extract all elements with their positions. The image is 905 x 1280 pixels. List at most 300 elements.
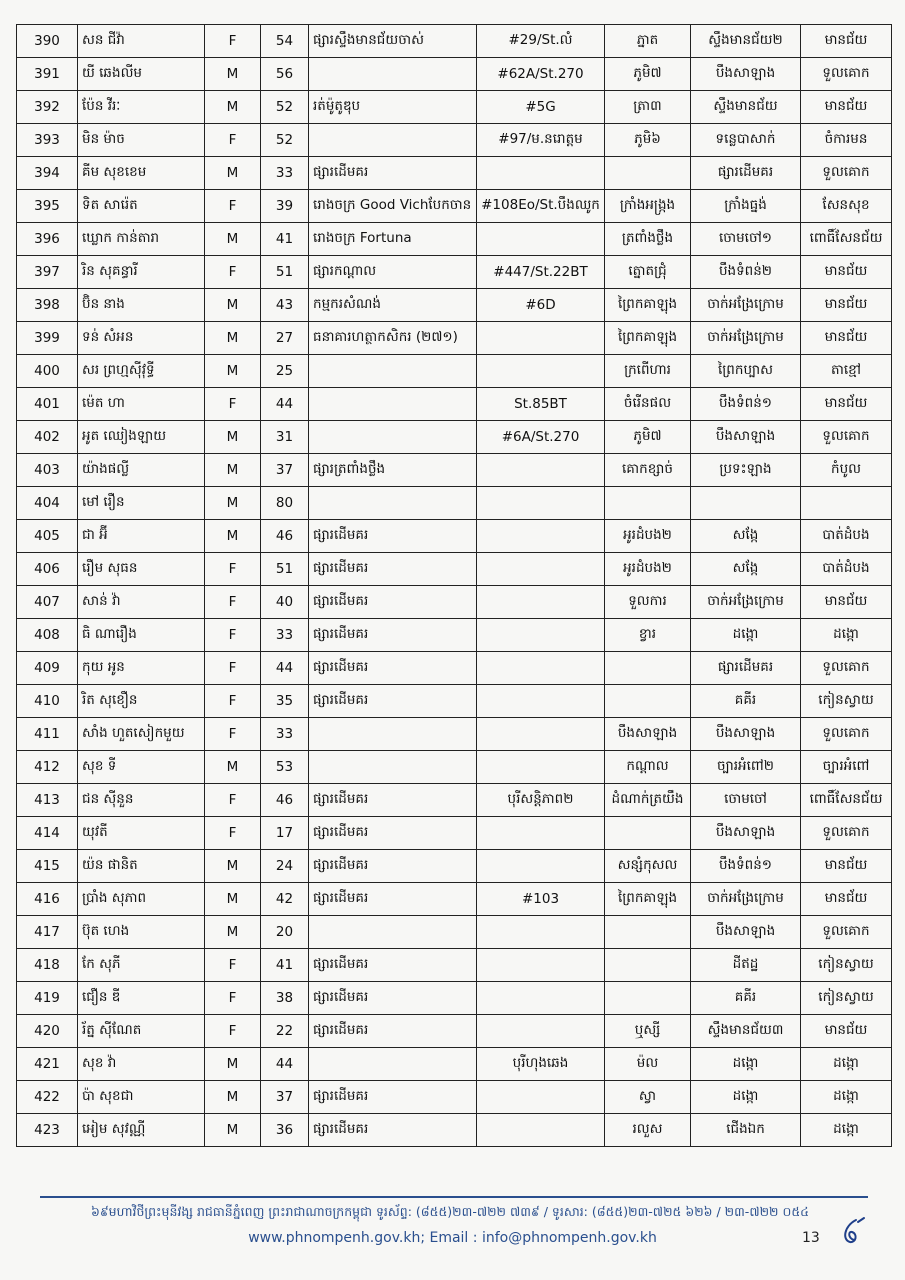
table-body — [17, 25, 892, 1147]
sex-cell: M — [205, 58, 261, 91]
name-cell: សាន់ វ៉ា — [78, 586, 205, 619]
age-cell: 37 — [261, 1081, 309, 1114]
row-number: 417 — [17, 916, 78, 949]
workplace-cell — [309, 124, 477, 157]
khan-cell: ទួលគោក — [801, 157, 892, 190]
village-cell — [605, 982, 691, 1015]
house-number-cell — [477, 1081, 605, 1114]
sangkat-cell: ប្រទះឡាង — [691, 454, 801, 487]
table-row — [17, 619, 892, 652]
table-row — [17, 916, 892, 949]
sex-cell: M — [205, 157, 261, 190]
village-cell: កណ្តាល — [605, 751, 691, 784]
row-number: 391 — [17, 58, 78, 91]
workplace-cell: ផ្សារដើមគរ — [309, 949, 477, 982]
house-number-cell: St.85BT — [477, 388, 605, 421]
house-number-cell: #6A/St.270 — [477, 421, 605, 454]
sex-cell: M — [205, 520, 261, 553]
sangkat-cell: បឹងទំពន់១ — [691, 388, 801, 421]
khan-cell: កៀនស្វាយ — [801, 949, 892, 982]
table-row — [17, 1114, 892, 1147]
house-number-cell: #97/ម.នរោត្តម — [477, 124, 605, 157]
workplace-cell — [309, 388, 477, 421]
village-cell — [605, 685, 691, 718]
house-number-cell — [477, 1015, 605, 1048]
table-row — [17, 982, 892, 1015]
workplace-cell: រត់ម៉ូតូឌុប — [309, 91, 477, 124]
row-number: 409 — [17, 652, 78, 685]
name-cell: សាំង ហួតសៀកមួយ — [78, 718, 205, 751]
sex-cell: F — [205, 586, 261, 619]
khan-cell: មានជ័យ — [801, 1015, 892, 1048]
workplace-cell: ផ្សារដើមគរ — [309, 883, 477, 916]
village-cell: ត្នោតជ្រុំ — [605, 256, 691, 289]
age-cell: 20 — [261, 916, 309, 949]
workplace-cell: កម្មករសំណង់ — [309, 289, 477, 322]
name-cell: ប៊ុត ហេង — [78, 916, 205, 949]
house-number-cell: #103 — [477, 883, 605, 916]
age-cell: 42 — [261, 883, 309, 916]
house-number-cell: #108Eo/St.បឹងឈូក — [477, 190, 605, 223]
table-row — [17, 157, 892, 190]
name-cell: អៀម សុវណ្ណី — [78, 1114, 205, 1147]
khan-cell: មានជ័យ — [801, 25, 892, 58]
workplace-cell: ផ្សារដើមគរ — [309, 652, 477, 685]
khan-cell: ដង្កោ — [801, 619, 892, 652]
age-cell: 41 — [261, 223, 309, 256]
name-cell: រឿម សុធន — [78, 553, 205, 586]
table-row — [17, 685, 892, 718]
village-cell: ក្រាំងអង្រ្កង — [605, 190, 691, 223]
village-cell: ត្រពាំងថ្លឹង — [605, 223, 691, 256]
table-row — [17, 1048, 892, 1081]
house-number-cell — [477, 949, 605, 982]
sangkat-cell: ចាក់អង្រែក្រោម — [691, 289, 801, 322]
village-cell: បឹងសាឡាង — [605, 718, 691, 751]
workplace-cell — [309, 58, 477, 91]
name-cell: សុខ ទី — [78, 751, 205, 784]
house-number-cell: #29/St.លំ — [477, 25, 605, 58]
khan-cell: សែនសុខ — [801, 190, 892, 223]
house-number-cell — [477, 751, 605, 784]
house-number-cell — [477, 586, 605, 619]
age-cell: 37 — [261, 454, 309, 487]
row-number: 421 — [17, 1048, 78, 1081]
row-number: 405 — [17, 520, 78, 553]
sangkat-cell: ផ្សារដើមគរ — [691, 157, 801, 190]
row-number: 397 — [17, 256, 78, 289]
name-cell: ម៉េត ហា — [78, 388, 205, 421]
name-cell: ជឿន ឌី — [78, 982, 205, 1015]
house-number-cell — [477, 619, 605, 652]
khan-cell: ទួលគោក — [801, 421, 892, 454]
page-number: 13 — [802, 1230, 820, 1246]
row-number: 396 — [17, 223, 78, 256]
village-cell: ស្វា — [605, 1081, 691, 1114]
footer-divider — [40, 1196, 868, 1198]
age-cell: 33 — [261, 619, 309, 652]
sex-cell: F — [205, 652, 261, 685]
village-cell — [605, 916, 691, 949]
sex-cell: F — [205, 982, 261, 1015]
workplace-cell: ធនាគារហត្ថាកសិករ (២៧១) — [309, 322, 477, 355]
sex-cell: F — [205, 685, 261, 718]
workplace-cell: ផ្សារដើមគរ — [309, 685, 477, 718]
sangkat-cell: ស្ទឹងមានជ័យ២ — [691, 25, 801, 58]
sex-cell: F — [205, 718, 261, 751]
village-cell — [605, 949, 691, 982]
name-cell: យ៉ន ផានិត — [78, 850, 205, 883]
sangkat-cell — [691, 487, 801, 520]
khan-cell: ទួលគោក — [801, 718, 892, 751]
row-number: 420 — [17, 1015, 78, 1048]
name-cell: ទិត សារ៉េត — [78, 190, 205, 223]
village-cell: ខ្វារ — [605, 619, 691, 652]
table-row — [17, 322, 892, 355]
workplace-cell: ផ្សារដើមគរ — [309, 553, 477, 586]
house-number-cell — [477, 454, 605, 487]
sangkat-cell: ចាក់អង្រែក្រោម — [691, 322, 801, 355]
village-cell: ទួលការ — [605, 586, 691, 619]
sangkat-cell: ស្ទឹងមានជ័យ — [691, 91, 801, 124]
khan-cell: ទួលគោក — [801, 652, 892, 685]
khan-cell: តាខ្មៅ — [801, 355, 892, 388]
sex-cell: F — [205, 25, 261, 58]
table-row — [17, 784, 892, 817]
village-cell: រលួស — [605, 1114, 691, 1147]
workplace-cell: ផ្សារដើមគរ — [309, 619, 477, 652]
sangkat-cell: បឹងសាឡាង — [691, 916, 801, 949]
row-number: 422 — [17, 1081, 78, 1114]
row-number: 411 — [17, 718, 78, 751]
workplace-cell — [309, 751, 477, 784]
table-row — [17, 355, 892, 388]
workplace-cell — [309, 1048, 477, 1081]
sangkat-cell: ដង្កោ — [691, 1081, 801, 1114]
name-cell: រ័ត្ន ស៊ីណែត — [78, 1015, 205, 1048]
table-row — [17, 388, 892, 421]
age-cell: 43 — [261, 289, 309, 322]
sangkat-cell: សង្កែ — [691, 520, 801, 553]
village-cell: ដំណាក់ត្រយឹង — [605, 784, 691, 817]
workplace-cell: ផ្សារដើមគរ — [309, 784, 477, 817]
sangkat-cell: គគីរ — [691, 685, 801, 718]
khan-cell: មានជ័យ — [801, 586, 892, 619]
sex-cell: M — [205, 850, 261, 883]
name-cell: ប៊ិន នាង — [78, 289, 205, 322]
age-cell: 44 — [261, 388, 309, 421]
sex-cell: M — [205, 91, 261, 124]
khan-cell: បាត់ដំបង — [801, 520, 892, 553]
workplace-cell: ផ្សារដើមគរ — [309, 1015, 477, 1048]
age-cell: 46 — [261, 520, 309, 553]
row-number: 412 — [17, 751, 78, 784]
name-cell: ប៉ា សុខជា — [78, 1081, 205, 1114]
footer-contact: www.phnompenh.gov.kh; Email : info@phnompenh.gov.kh — [248, 1230, 657, 1246]
village-cell — [605, 157, 691, 190]
table-row — [17, 553, 892, 586]
village-cell: សន្សំកុសល — [605, 850, 691, 883]
row-number: 395 — [17, 190, 78, 223]
sex-cell: M — [205, 355, 261, 388]
age-cell: 44 — [261, 652, 309, 685]
house-number-cell — [477, 685, 605, 718]
name-cell: សុខ វ៉ា — [78, 1048, 205, 1081]
sex-cell: M — [205, 454, 261, 487]
age-cell: 36 — [261, 1114, 309, 1147]
age-cell: 52 — [261, 124, 309, 157]
row-number: 414 — [17, 817, 78, 850]
table-row — [17, 1081, 892, 1114]
age-cell: 38 — [261, 982, 309, 1015]
house-number-cell — [477, 982, 605, 1015]
sex-cell: F — [205, 949, 261, 982]
sex-cell: F — [205, 190, 261, 223]
house-number-cell: #447/St.22BT — [477, 256, 605, 289]
table-row — [17, 421, 892, 454]
sangkat-cell: ស្ទឹងមានជ័យ៣ — [691, 1015, 801, 1048]
sangkat-cell: សង្កែ — [691, 553, 801, 586]
age-cell: 27 — [261, 322, 309, 355]
page-footer — [0, 1190, 905, 1270]
workplace-cell — [309, 718, 477, 751]
name-cell: រិន សុគន្ធារី — [78, 256, 205, 289]
khan-cell: ពោធិ៍សែនជ័យ — [801, 223, 892, 256]
sangkat-cell: ដីឥដ្ឋ — [691, 949, 801, 982]
workplace-cell: ផ្សារដើមគរ — [309, 817, 477, 850]
sex-cell: M — [205, 1114, 261, 1147]
sex-cell: M — [205, 322, 261, 355]
sangkat-cell: បឹងទំពន់២ — [691, 256, 801, 289]
khan-cell: ដង្កោ — [801, 1114, 892, 1147]
name-cell: យី ឆេងលីម — [78, 58, 205, 91]
row-number: 416 — [17, 883, 78, 916]
name-cell: ជន ស៊ីនួន — [78, 784, 205, 817]
row-number: 418 — [17, 949, 78, 982]
workplace-cell — [309, 487, 477, 520]
house-number-cell — [477, 916, 605, 949]
age-cell: 51 — [261, 553, 309, 586]
age-cell: 41 — [261, 949, 309, 982]
age-cell: 54 — [261, 25, 309, 58]
sangkat-cell: បឹងសាឡាង — [691, 58, 801, 91]
row-number: 401 — [17, 388, 78, 421]
workplace-cell: ផ្សារដើមគរ — [309, 850, 477, 883]
house-number-cell: #62A/St.270 — [477, 58, 605, 91]
sex-cell: M — [205, 289, 261, 322]
name-cell: មិន ម៉ាច — [78, 124, 205, 157]
sex-cell: F — [205, 1015, 261, 1048]
row-number: 402 — [17, 421, 78, 454]
house-number-cell — [477, 850, 605, 883]
age-cell: 46 — [261, 784, 309, 817]
sangkat-cell: គគីរ — [691, 982, 801, 1015]
workplace-cell — [309, 916, 477, 949]
workplace-cell: ផ្សារដើមគរ — [309, 586, 477, 619]
register-table — [16, 24, 892, 1147]
name-cell: ឃ្លោក កាន់តារា — [78, 223, 205, 256]
sangkat-cell: ដង្កោ — [691, 619, 801, 652]
sangkat-cell: ចោមចៅ១ — [691, 223, 801, 256]
village-cell: អូរដំបង២ — [605, 520, 691, 553]
house-number-cell — [477, 817, 605, 850]
table-row — [17, 652, 892, 685]
house-number-cell — [477, 223, 605, 256]
name-cell: ជា អ៊ី — [78, 520, 205, 553]
table-row — [17, 487, 892, 520]
table-row — [17, 949, 892, 982]
age-cell: 51 — [261, 256, 309, 289]
sangkat-cell: ដង្កោ — [691, 1048, 801, 1081]
sex-cell: M — [205, 421, 261, 454]
row-number: 408 — [17, 619, 78, 652]
sangkat-cell: ច្បារអំពៅ២ — [691, 751, 801, 784]
age-cell: 39 — [261, 190, 309, 223]
house-number-cell: បុរីសន្តិភាព២ — [477, 784, 605, 817]
name-cell: ប្រាំង សុភាព — [78, 883, 205, 916]
sex-cell: F — [205, 784, 261, 817]
table-row — [17, 850, 892, 883]
khan-cell: កៀនស្វាយ — [801, 685, 892, 718]
workplace-cell: ផ្សារស្ទឹងមានជ័យចាស់ — [309, 25, 477, 58]
sangkat-cell: ផ្សារដើមគរ — [691, 652, 801, 685]
sangkat-cell: ចាក់អង្រែក្រោម — [691, 883, 801, 916]
workplace-cell: រោងចក្រ Good Vichបែកចាន — [309, 190, 477, 223]
sex-cell: F — [205, 817, 261, 850]
khan-cell: ដង្កោ — [801, 1081, 892, 1114]
age-cell: 56 — [261, 58, 309, 91]
table-row — [17, 718, 892, 751]
village-cell — [605, 652, 691, 685]
row-number: 415 — [17, 850, 78, 883]
footer-address: ៦៩មហាវិថីព្រះមុនីវង្ស រាជធានីភ្នំពេញ ព្រះរាជាណាចក្រកម្ពុជា ទូរស័ព្ទ: (៨៥៥)២៣-៧២២ ៧៣៩ / ទូរសារ: (៨៥៥)២៣-៧២៥ ៦២៦ / ២៣-៧២២ ០៥៤ — [90, 1204, 810, 1219]
name-cell: សន ជីវ៉ា — [78, 25, 205, 58]
row-number: 392 — [17, 91, 78, 124]
village-cell: ឬស្សី — [605, 1015, 691, 1048]
khan-cell: មានជ័យ — [801, 256, 892, 289]
age-cell: 33 — [261, 157, 309, 190]
age-cell: 52 — [261, 91, 309, 124]
workplace-cell: រោងចក្រ Fortuna — [309, 223, 477, 256]
sex-cell: M — [205, 1048, 261, 1081]
row-number: 400 — [17, 355, 78, 388]
house-number-cell — [477, 652, 605, 685]
village-cell: ភូមិ៧ — [605, 421, 691, 454]
khan-cell: បាត់ដំបង — [801, 553, 892, 586]
table-row — [17, 223, 892, 256]
row-number: 404 — [17, 487, 78, 520]
khan-cell: ពោធិ៍សែនជ័យ — [801, 784, 892, 817]
village-cell: ព្រៃកគាឡុង — [605, 322, 691, 355]
sex-cell: F — [205, 619, 261, 652]
table-row — [17, 124, 892, 157]
sangkat-cell: ព្រៃកប្បាស — [691, 355, 801, 388]
village-cell: អូរដំបង២ — [605, 553, 691, 586]
workplace-cell: ផ្សារកណ្តាល — [309, 256, 477, 289]
khan-cell: មានជ័យ — [801, 883, 892, 916]
row-number: 399 — [17, 322, 78, 355]
name-cell: យុវតី — [78, 817, 205, 850]
age-cell: 31 — [261, 421, 309, 454]
workplace-cell: ផ្សារដើមគរ — [309, 157, 477, 190]
house-number-cell — [477, 520, 605, 553]
khan-cell: ទួលគោក — [801, 817, 892, 850]
name-cell: កែ សុភី — [78, 949, 205, 982]
signature-initial-icon — [836, 1216, 866, 1246]
khan-cell: កៀនស្វាយ — [801, 982, 892, 1015]
name-cell: កុយ អូន — [78, 652, 205, 685]
table-row — [17, 817, 892, 850]
age-cell: 22 — [261, 1015, 309, 1048]
village-cell — [605, 487, 691, 520]
name-cell: សរ ព្រហ្មស៊ីវុទ្ធី — [78, 355, 205, 388]
khan-cell: មានជ័យ — [801, 322, 892, 355]
village-cell: ព្រៃកគាឡុង — [605, 289, 691, 322]
village-cell — [605, 817, 691, 850]
name-cell: រិត សុខឿន — [78, 685, 205, 718]
village-cell: ព្រៃកគាឡុង — [605, 883, 691, 916]
sangkat-cell: ទន្លេបាសាក់ — [691, 124, 801, 157]
sex-cell: M — [205, 883, 261, 916]
sangkat-cell: បឹងទំពន់១ — [691, 850, 801, 883]
age-cell: 80 — [261, 487, 309, 520]
khan-cell: មានជ័យ — [801, 289, 892, 322]
age-cell: 35 — [261, 685, 309, 718]
table-row — [17, 91, 892, 124]
sangkat-cell: ក្រាំងធ្នង់ — [691, 190, 801, 223]
name-cell: មៅ រឿន — [78, 487, 205, 520]
sangkat-cell: បឹងសាឡាង — [691, 421, 801, 454]
village-cell: ភ្នាត — [605, 25, 691, 58]
village-cell: គោកខ្សាច់ — [605, 454, 691, 487]
sangkat-cell: ចោមចៅ — [691, 784, 801, 817]
village-cell: ចំរើនផល — [605, 388, 691, 421]
house-number-cell: #6D — [477, 289, 605, 322]
row-number: 407 — [17, 586, 78, 619]
village-cell: ត្រា៣ — [605, 91, 691, 124]
age-cell: 33 — [261, 718, 309, 751]
sangkat-cell: បឹងសាឡាង — [691, 718, 801, 751]
khan-cell: ដង្កោ — [801, 1048, 892, 1081]
row-number: 419 — [17, 982, 78, 1015]
khan-cell: កំបូល — [801, 454, 892, 487]
khan-cell — [801, 487, 892, 520]
house-number-cell: បុរីហុងឆេង — [477, 1048, 605, 1081]
sangkat-cell: ចាក់អង្រែក្រោម — [691, 586, 801, 619]
age-cell: 25 — [261, 355, 309, 388]
village-cell: ភូមិ៦ — [605, 124, 691, 157]
name-cell: ប៉ែន វីរៈ — [78, 91, 205, 124]
table-row — [17, 256, 892, 289]
sex-cell: F — [205, 388, 261, 421]
khan-cell: មានជ័យ — [801, 91, 892, 124]
age-cell: 53 — [261, 751, 309, 784]
age-cell: 24 — [261, 850, 309, 883]
name-cell: អូត ឈៀងឡាយ — [78, 421, 205, 454]
name-cell: គីម សុខខេម — [78, 157, 205, 190]
row-number: 410 — [17, 685, 78, 718]
table-row — [17, 520, 892, 553]
workplace-cell: ផ្សារដើមគរ — [309, 1114, 477, 1147]
row-number: 394 — [17, 157, 78, 190]
workplace-cell: ផ្សារដើមគរ — [309, 520, 477, 553]
table-row — [17, 58, 892, 91]
khan-cell: ច្បារអំពៅ — [801, 751, 892, 784]
workplace-cell — [309, 355, 477, 388]
name-cell: យ៉ាងផល្លី — [78, 454, 205, 487]
house-number-cell — [477, 157, 605, 190]
village-cell: ភូមិ៧ — [605, 58, 691, 91]
